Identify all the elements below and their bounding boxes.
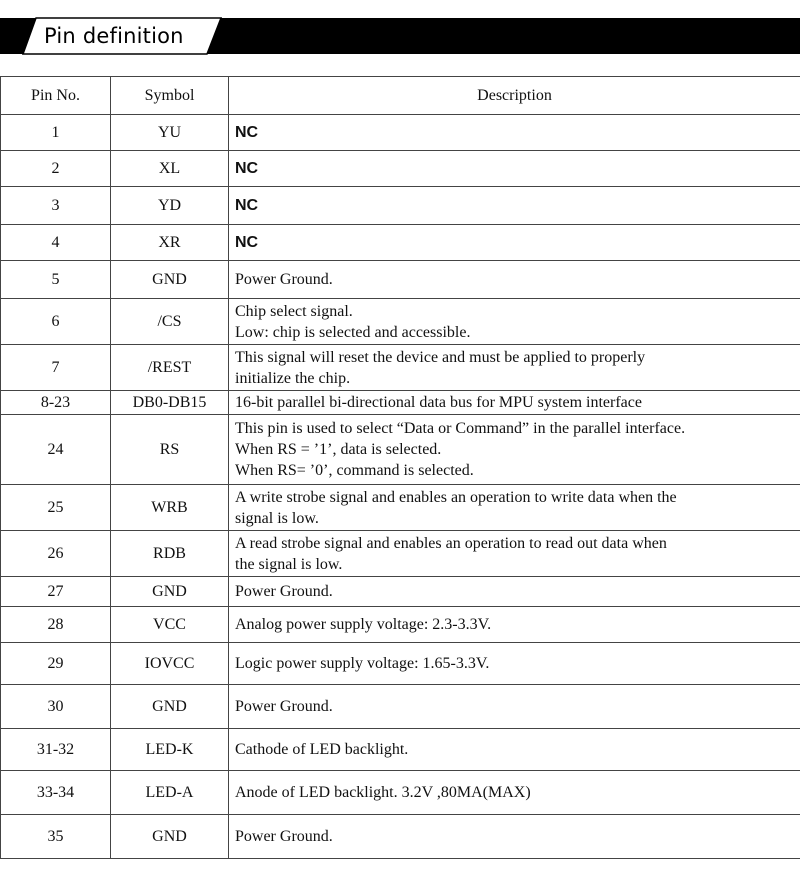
pin-symbol: DB0-DB15 (111, 391, 229, 415)
pin-symbol: LED-A (111, 771, 229, 815)
pin-symbol: XL (111, 151, 229, 187)
pin-symbol: YD (111, 187, 229, 225)
description-line: Analog power supply voltage: 2.3-3.3V. (235, 616, 492, 633)
description-line: Cathode of LED backlight. (235, 741, 409, 758)
pin-symbol: RDB (111, 531, 229, 577)
pin-symbol: RS (111, 415, 229, 485)
pin-description (229, 643, 800, 685)
description-line: NC (235, 234, 259, 251)
pin-number: 2 (1, 151, 111, 187)
pin-description (229, 815, 800, 859)
table-row (1, 299, 800, 345)
pin-symbol: IOVCC (111, 643, 229, 685)
table-row (1, 187, 800, 225)
pin-number: 7 (1, 345, 111, 391)
pin-number: 27 (1, 577, 111, 607)
description-line: 16-bit parallel bi-directional data bus for MPU system interface (235, 394, 642, 411)
table-header-row (1, 77, 800, 115)
table-row (1, 151, 800, 187)
pin-number: 31-32 (1, 729, 111, 771)
description-line: Anode of LED backlight. 3.2V ,80MA(MAX) (235, 784, 531, 801)
pin-symbol: XR (111, 225, 229, 261)
description-line: Power Ground. (235, 271, 333, 288)
pin-number: 1 (1, 115, 111, 151)
pin-number: 6 (1, 299, 111, 345)
table-row (1, 485, 800, 531)
pin-symbol: GND (111, 261, 229, 299)
table-row (1, 771, 800, 815)
pin-number: 26 (1, 531, 111, 577)
description-line: signal is low. (235, 509, 319, 527)
description-line: initialize the chip. (235, 369, 351, 387)
description-line: Power Ground. (235, 583, 333, 600)
pin-description (229, 299, 800, 345)
pin-definition-table (0, 76, 800, 859)
description-line: When RS = ’1’, data is selected. (235, 441, 442, 458)
pin-number: 29 (1, 643, 111, 685)
pin-number: 4 (1, 225, 111, 261)
table-row (1, 577, 800, 607)
description-line: Power Ground. (235, 698, 333, 715)
pin-description (229, 771, 800, 815)
table-row (1, 607, 800, 643)
description-line: NC (235, 124, 259, 141)
pin-description (229, 187, 800, 225)
pin-symbol: /CS (111, 299, 229, 345)
pin-symbol: WRB (111, 485, 229, 531)
table-row (1, 815, 800, 859)
table-row (1, 643, 800, 685)
pin-symbol: /REST (111, 345, 229, 391)
description-line: This signal will reset the device and must be applied to properly (235, 348, 646, 366)
table-row (1, 685, 800, 729)
table-row (1, 345, 800, 391)
pin-number: 33-34 (1, 771, 111, 815)
table-row (1, 115, 800, 151)
pin-description (229, 225, 800, 261)
description-line: A read strobe signal and enables an operation to read out data when (235, 534, 667, 552)
pin-description (229, 415, 800, 485)
pin-number: 8-23 (1, 391, 111, 415)
pin-symbol: GND (111, 577, 229, 607)
pin-number: 25 (1, 485, 111, 531)
pin-number: 24 (1, 415, 111, 485)
pin-description (229, 729, 800, 771)
pin-number: 3 (1, 187, 111, 225)
pin-symbol: GND (111, 815, 229, 859)
table-row (1, 415, 800, 485)
description-line: NC (235, 160, 259, 177)
pin-description (229, 577, 800, 607)
pin-symbol: YU (111, 115, 229, 151)
pin-description (229, 345, 800, 391)
pin-number: 28 (1, 607, 111, 643)
column-header-symbol: Symbol (111, 77, 229, 115)
pin-description (229, 685, 800, 729)
table-body (1, 115, 800, 859)
pin-description (229, 485, 800, 531)
pin-description (229, 607, 800, 643)
pin-number: 30 (1, 685, 111, 729)
table-row (1, 391, 800, 415)
description-line: This pin is used to select “Data or Command” in the parallel interface. (235, 420, 686, 437)
section-title: Pin definition (44, 24, 184, 48)
pin-number: 5 (1, 261, 111, 299)
pin-description (229, 151, 800, 187)
pin-number: 35 (1, 815, 111, 859)
pin-description (229, 261, 800, 299)
table-row (1, 531, 800, 577)
description-line: the signal is low. (235, 555, 343, 573)
description-line: Power Ground. (235, 828, 333, 845)
description-line: NC (235, 197, 259, 214)
pin-symbol: LED-K (111, 729, 229, 771)
table-row (1, 261, 800, 299)
table-row (1, 729, 800, 771)
pin-description (229, 531, 800, 577)
description-line: A write strobe signal and enables an operation to write data when the (235, 488, 677, 506)
column-header-pin-no: Pin No. (1, 77, 111, 115)
description-line: Logic power supply voltage: 1.65-3.3V. (235, 655, 490, 672)
table-row (1, 225, 800, 261)
pin-symbol: GND (111, 685, 229, 729)
pin-description (229, 115, 800, 151)
pin-symbol: VCC (111, 607, 229, 643)
pin-description (229, 391, 800, 415)
description-line: When RS= ’0’, command is selected. (235, 462, 474, 479)
description-line: Low: chip is selected and accessible. (235, 323, 471, 341)
description-line: Chip select signal. (235, 302, 353, 320)
column-header-description: Description (229, 77, 800, 115)
